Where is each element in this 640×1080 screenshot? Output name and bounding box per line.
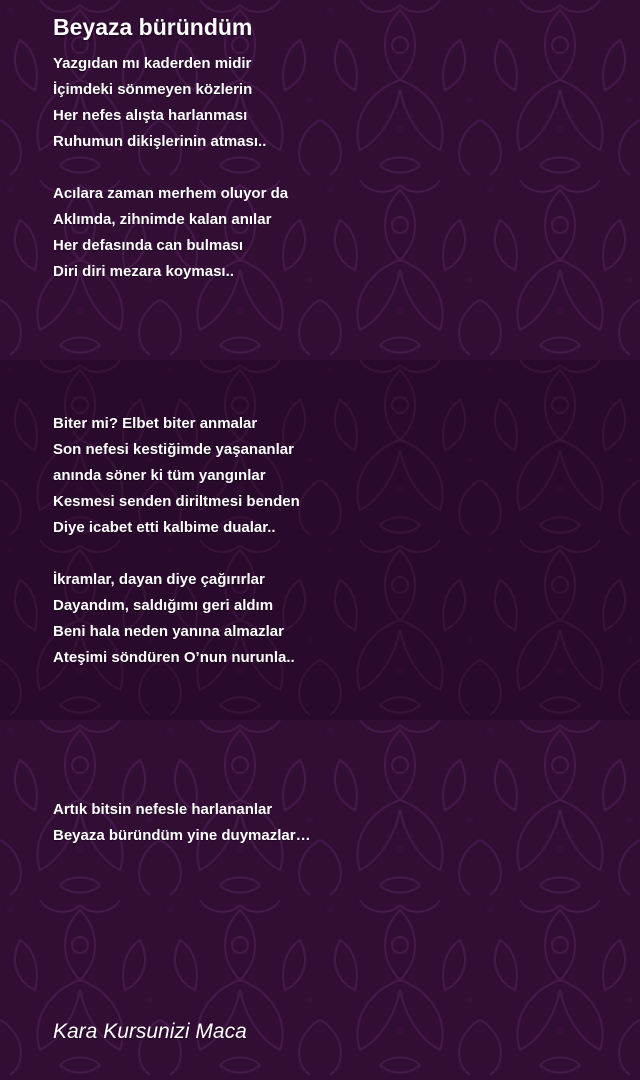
poem-line: Son nefesi kestiğimde yaşananlar	[53, 441, 294, 458]
stanza-4	[53, 567, 295, 671]
poem-line: Acılara zaman merhem oluyor da	[53, 185, 289, 202]
poem-line: Diye icabet etti kalbime dualar..	[53, 519, 276, 536]
poem-title: Beyaza büründüm	[53, 14, 253, 40]
poem-line: Biter mi? Elbet biter anmalar	[53, 415, 258, 432]
poem-line: Beyaza büründüm yine duymazlar…	[53, 827, 311, 844]
poem-line: Her defasında can bulması	[53, 237, 244, 254]
poem-line: Ruhumun dikişlerinin atması..	[53, 133, 267, 150]
poem-line: Beni hala neden yanına almazlar	[53, 623, 284, 640]
stanza-5	[53, 797, 311, 849]
poem-line: Her nefes alışta harlanması	[53, 107, 248, 124]
poem-line: İçimdeki sönmeyen közlerin	[53, 81, 253, 98]
poem-line: İkramlar, dayan diye çağırırlar	[53, 571, 265, 588]
poem-line: Artık bitsin nefesle harlananlar	[53, 801, 273, 818]
stanza-1	[53, 51, 266, 155]
poem-line: Dayandım, saldığımı geri aldım	[53, 597, 274, 614]
poem-line: Diri diri mezara koyması..	[53, 263, 234, 280]
poem-line: Kesmesi senden diriltmesi benden	[53, 493, 300, 510]
poem-line: Aklımda, zihnimde kalan anılar	[53, 211, 272, 228]
poem-line: anında söner ki tüm yangınlar	[53, 467, 266, 484]
poem-author: Kara Kursunizi Maca	[53, 1020, 247, 1043]
stanza-3	[53, 411, 300, 541]
stanza-2	[53, 181, 288, 285]
poem-line: Ateşimi söndüren O’nun nurunla..	[53, 649, 295, 666]
poem-line: Yazgıdan mı kaderden midir	[53, 55, 252, 72]
